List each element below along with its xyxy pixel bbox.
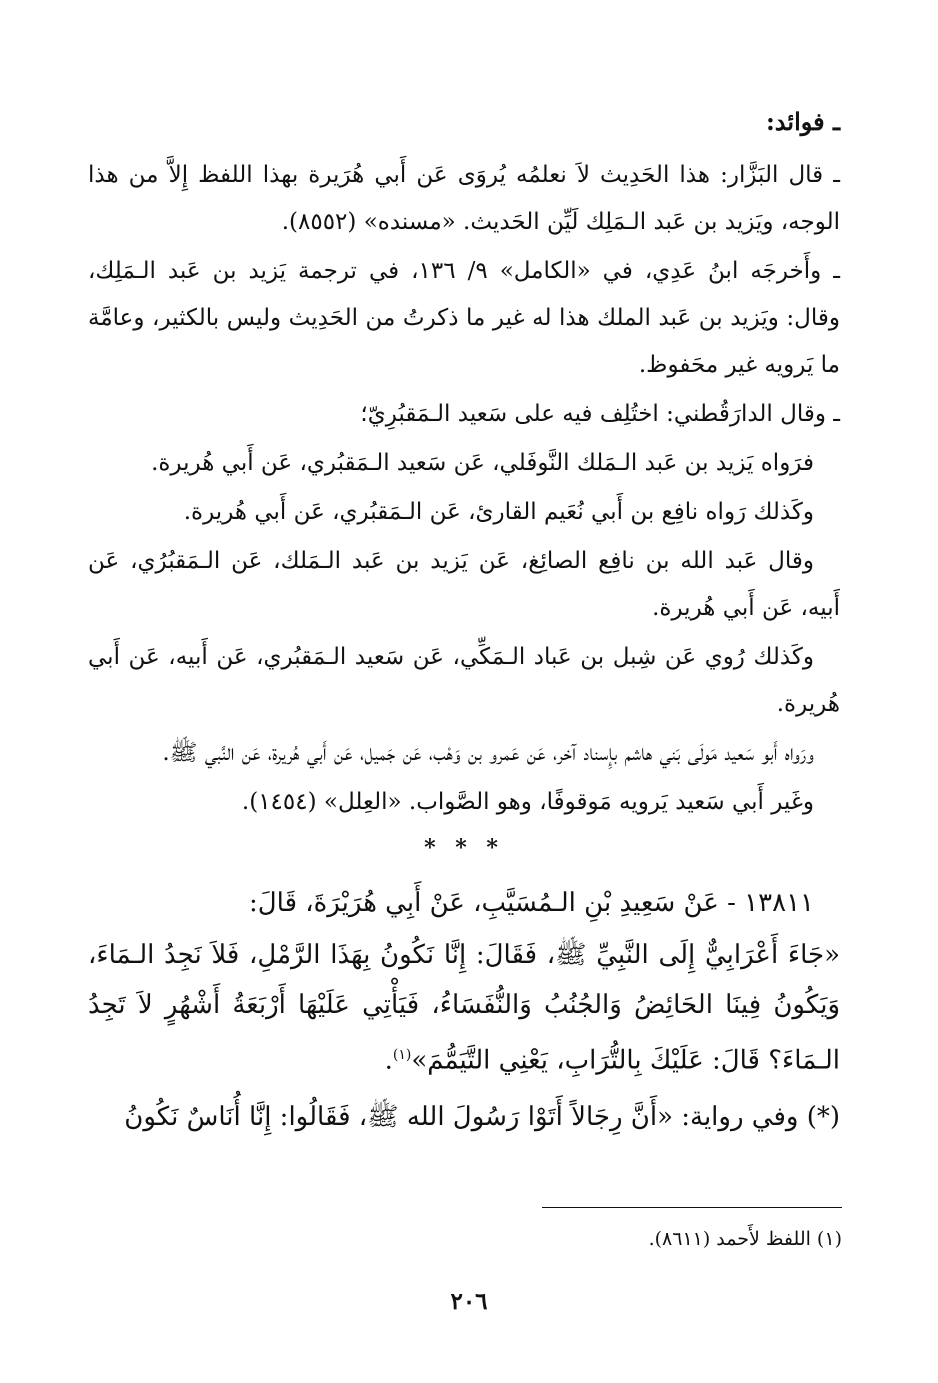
- section-separator: * * *: [424, 835, 504, 861]
- hadith-header: ١٣٨١١ - عَنْ سَعِيدِ بْنِ الـمُسَيَّبِ، عَنْ أَبِي هُرَيْرَةَ، قَالَ:: [249, 888, 814, 918]
- paragraph-bazzar: ـ قال البَزَّار: هذا الحَدِيث لاَ نعلمُه يُروَى عَن أَبي هُرَيرة بهذا اللفظ إِلاَّ من هذا الوجه، ويَزيد بن عَبد الـمَلِك لَيِّن الحَديث. «مسنده» (٨٥٥٢).: [88, 162, 840, 235]
- paragraph-conclusion: وغَير أَبي سَعيد يَرويه مَوقوفًا، وهو الصَّواب. «العِلل» (١٤٥٤).: [241, 789, 814, 815]
- page-content: [88, 104, 840, 1148]
- section-heading: ـ فوائد:: [765, 107, 840, 136]
- paragraph-ibn-adi: ـ وأَخرجَه ابنُ عَدِي، في «الكامل» ٩/ ١٣٦، في ترجمة يَزيد بن عَبد الـمَلِك، وقال: ويَزيد بن عَبد الملك هذا له غير ما ذكرتُ من الحَدِيث وليس بالكثير، وعامَّة ما يَرويه غير محَفوظ.: [88, 258, 840, 378]
- paragraph-narration-3: وقال عَبد الله بن نافِع الصائِغ، عَن يَزيد بن عَبد الـمَلك، عَن الـمَقبُرُي، عَن أَبيه، عَن أَبي هُريرة.: [88, 548, 840, 621]
- paragraph-narration-5: ورَواه أَبو سَعيد مَولَى بَني هاشم بإِسناد آخر، عَن عَمرو بن وَهْب، عَن جَميل، عَن أَبي هُريرة، عَن النَّبي ﷺ.: [162, 740, 814, 766]
- paragraph-narration-4: وكَذلك رُوي عَن شِبل بن عَباد الـمَكِّي، عَن سَعيد الـمَقبُري، عَن أَبيه، عَن أَبي هُريرة.: [88, 644, 840, 717]
- hadith-body: «جَاءَ أَعْرَابِيٌّ إِلَى النَّبِيِّ ﷺ، فَقَالَ: إِنَّا نَكُونُ بِهَذَا الرَّمْلِ، فَلاَ نَجِدُ الـمَاءَ، وَيَكُونُ فِينَا الحَائِضُ وَالجُنُبُ وَالنُّفَسَاءُ، فَيَأْتِي عَلَيْهَا أَرْبَعَةُ أَشْهُرٍ لاَ تَجِدُ الـمَاءَ؟ قَالَ: عَلَيْكَ بِالتُّرَابِ، يَعْنِي التَّيَمُّمَ»: [88, 940, 840, 1076]
- footnote: (١) اللفظ لأَحمد (٨٦١١).: [648, 1228, 842, 1250]
- paragraph-daraqutni: ـ وقال الدارَقُطني: اختُلِف فيه على سَعيد الـمَقبُرِيّ؛: [360, 401, 840, 427]
- hadith-variant: (*) وفي رواية: «أَنَّ رِجَالاً أَتَوْا رَسُولَ الله ﷺ، فَقَالُوا: إِنَّا أُنَاسٌ نَكُونُ: [124, 1101, 840, 1132]
- footnote-marker: (١): [392, 1047, 412, 1063]
- hadith-text: «جَاءَ أَعْرَابِيٌّ إِلَى النَّبِيِّ ﷺ، فَقَالَ: إِنَّا نَكُونُ بِهَذَا الرَّمْلِ، فَلاَ نَجِدُ الـمَاءَ، وَيَكُونُ فِينَا الحَائِضُ وَالجُنُبُ وَالنُّفَسَاءُ، فَيَأْتِي عَلَيْهَا أَرْبَعَةُ أَشْهُرٍ لاَ تَجِدُ الـمَاءَ؟ قَالَ: عَلَيْكَ بِالتُّرَابِ، يَعْنِي التَّيَمُّمَ»$^{(١)}$.: [88, 940, 840, 1076]
- paragraph-narration-1: فرَواه يَزيد بن عَبد الـمَلك النَّوفَلي، عَن سَعيد الـمَقبُري، عَن أَبي هُريرة.: [151, 450, 814, 476]
- paragraph-narration-2: وكَذلك رَواه نافِع بن أَبي نُعَيم القارئ، عَن الـمَقبُري، عَن أَبي هُريرة.: [183, 499, 814, 525]
- page-number: ٢٠٦: [450, 1288, 488, 1315]
- footnote-divider: [542, 1207, 842, 1208]
